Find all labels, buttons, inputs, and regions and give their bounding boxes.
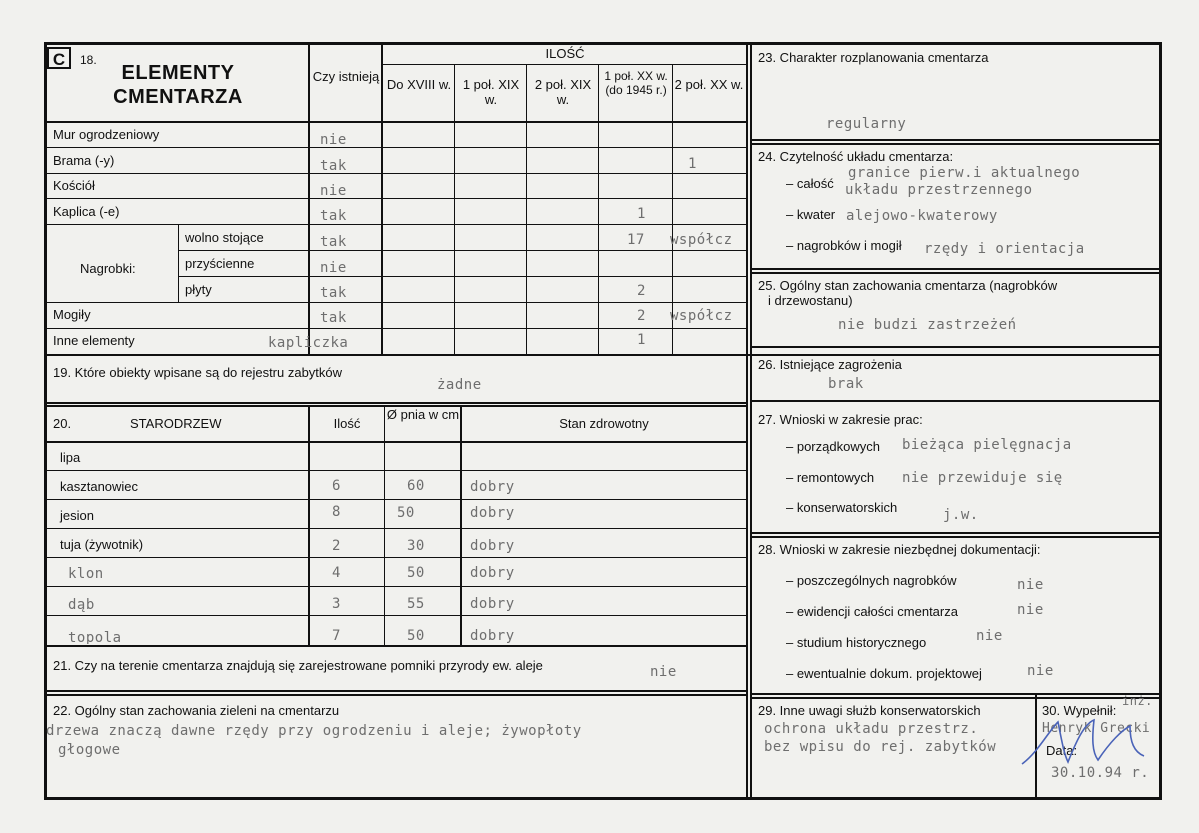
field-25-label-1: 25. Ogólny stan zachowania cmentarza (nagrobków bbox=[758, 278, 1058, 293]
value-brama-czy: tak bbox=[320, 158, 347, 174]
field-28-nagrobkow: – poszczególnych nagrobków bbox=[786, 573, 957, 588]
grid-line bbox=[526, 64, 527, 354]
field-21-label: 21. Czy na terenie cmentarza znajdują się zarejestrowane pomniki przyrody ew. aleje bbox=[53, 658, 543, 673]
value-kaplica-1polxx: 1 bbox=[637, 206, 646, 222]
tree-row-stan: dobry bbox=[470, 538, 515, 554]
tree-row-pien: 30 bbox=[407, 538, 425, 554]
field-30-name: Henryk Grecki bbox=[1042, 721, 1151, 736]
tree-row-pien: 50 bbox=[407, 565, 425, 581]
grid-line bbox=[750, 44, 752, 800]
field-27-label: 27. Wnioski w zakresie prac: bbox=[758, 412, 923, 427]
grid-line bbox=[381, 44, 383, 354]
grid-line bbox=[750, 532, 1160, 534]
grid-line bbox=[46, 302, 746, 303]
field-28-studium-value: nie bbox=[976, 628, 1003, 644]
grid-line bbox=[46, 224, 746, 225]
field-26-label: 26. Istniejące zagrożenia bbox=[758, 357, 902, 372]
field-30-title: inż. bbox=[1122, 694, 1153, 708]
value-plyty-czy: tak bbox=[320, 285, 347, 301]
field-27-konserwatorskich-value: j.w. bbox=[943, 507, 979, 523]
grid-line bbox=[46, 402, 746, 404]
tree-row-ilosc: 2 bbox=[332, 538, 341, 554]
row-label-kosciol: Kościół bbox=[53, 178, 95, 193]
grid-line bbox=[750, 346, 1160, 348]
grid-line bbox=[750, 697, 1160, 699]
col-2pol-xx: 2 poł. XX w. bbox=[674, 77, 744, 92]
grid-line bbox=[46, 441, 746, 443]
grid-line bbox=[46, 615, 746, 616]
row-label-przyscienne: przyścienne bbox=[185, 256, 255, 271]
field-29-label: 29. Inne uwagi służb konserwatorskich bbox=[758, 703, 981, 718]
grid-line bbox=[750, 272, 1160, 274]
section-title-1: ELEMENTY bbox=[121, 62, 235, 84]
row-label-wolno: wolno stojące bbox=[185, 230, 264, 245]
value-mogily-2polxx: współcz bbox=[670, 308, 733, 324]
field-24-calosc-value-2: układu przestrzennego bbox=[845, 182, 1033, 198]
grid-line bbox=[381, 64, 746, 65]
tree-row-name: kasztanowiec bbox=[60, 479, 139, 494]
col-20-ilosc: Ilość bbox=[333, 416, 361, 431]
field-27-porzadkowych: – porządkowych bbox=[786, 439, 880, 454]
grid-line bbox=[46, 645, 746, 647]
value-plyty-1polxx: 2 bbox=[637, 283, 646, 299]
field-30-label: 30. Wypełnił: bbox=[1042, 703, 1117, 718]
row-label-mogily: Mogiły bbox=[53, 307, 91, 322]
field-24-kwater-value: alejowo-kwaterowy bbox=[846, 208, 998, 224]
field-24-nagrobkow: – nagrobków i mogił bbox=[786, 238, 902, 253]
tree-row-pien: 60 bbox=[407, 478, 425, 494]
value-wolno-2polxx: współcz bbox=[670, 232, 733, 248]
grid-line bbox=[46, 586, 746, 587]
field-27-porzadkowych-value: bieżąca pielęgnacja bbox=[902, 437, 1072, 453]
section-letter: C bbox=[47, 47, 71, 69]
grid-line bbox=[308, 44, 310, 354]
grid-line bbox=[46, 499, 746, 500]
col-czy-istnieja: Czy istnieją bbox=[312, 69, 380, 84]
field-22-value-line1: drzewa znaczą dawne rzędy przy ogrodzeniu i aleje; żywopłoty bbox=[46, 723, 582, 739]
grid-line bbox=[46, 198, 746, 199]
field-28-nagrobkow-value: nie bbox=[1017, 577, 1044, 593]
field-24-kwater: – kwater bbox=[786, 207, 836, 222]
signature-scribble bbox=[1018, 712, 1158, 772]
tree-row-ilosc: 7 bbox=[332, 628, 341, 644]
tree-row-pien: 50 bbox=[407, 628, 425, 644]
grid-line bbox=[178, 276, 746, 277]
field-22-label: 22. Ogólny stan zachowania zieleni na cmentarzu bbox=[53, 703, 340, 718]
col-20-stan: Stan zdrowotny bbox=[559, 416, 649, 431]
grid-line bbox=[46, 121, 746, 123]
value-mur-czy: nie bbox=[320, 132, 347, 148]
col-xviii: Do XVIII w. bbox=[386, 77, 452, 92]
tree-row-pien: 55 bbox=[407, 596, 425, 612]
field-28-studium: – studium historycznego bbox=[786, 635, 927, 650]
grid-line bbox=[454, 64, 455, 354]
grid-line bbox=[746, 44, 748, 800]
grid-line bbox=[178, 250, 746, 251]
field-24-calosc-value-1: granice pierw.i aktualnego bbox=[848, 165, 1081, 181]
col-1pol-xx: 1 poł. XX w. (do 1945 r.) bbox=[604, 69, 668, 97]
field-30-date-label: Data: bbox=[1046, 743, 1078, 758]
tree-row-ilosc: 8 bbox=[332, 504, 341, 520]
grid-line bbox=[46, 354, 1160, 356]
tree-row-ilosc: 4 bbox=[332, 565, 341, 581]
grid-line bbox=[750, 400, 1160, 402]
row-label-brama: Brama (-y) bbox=[53, 153, 115, 168]
field-26-value: brak bbox=[828, 376, 864, 392]
field-30-date-value: 30.10.94 r. bbox=[1051, 765, 1150, 781]
tree-row-name: klon bbox=[68, 566, 104, 582]
tree-row-pien: 50 bbox=[397, 505, 415, 521]
col-2pol-xix: 2 poł. XIX w. bbox=[534, 77, 592, 107]
value-wolno-1polxx: 17 bbox=[627, 232, 645, 248]
field-29-value-1: ochrona układu przestrz. bbox=[764, 721, 979, 737]
tree-row-name: tuja (żywotnik) bbox=[60, 537, 144, 552]
tree-row-stan: dobry bbox=[470, 479, 515, 495]
tree-row-stan: dobry bbox=[470, 628, 515, 644]
grid-line bbox=[750, 693, 1160, 695]
grid-line bbox=[46, 328, 746, 329]
tree-row-name: jesion bbox=[60, 508, 94, 523]
section-number: 18. bbox=[80, 53, 97, 67]
grid-line bbox=[178, 224, 179, 302]
tree-row-ilosc: 6 bbox=[332, 478, 341, 494]
grid-line bbox=[750, 536, 1160, 538]
row-label-inne: Inne elementy bbox=[53, 333, 135, 348]
grid-line bbox=[46, 173, 746, 174]
grid-line bbox=[750, 143, 1160, 145]
value-inne-czy: kapliczka bbox=[268, 335, 349, 351]
field-21-value: nie bbox=[650, 664, 677, 680]
value-kosciol-czy: nie bbox=[320, 183, 347, 199]
grid-line bbox=[46, 147, 746, 148]
grid-line bbox=[46, 528, 746, 529]
grid-line bbox=[750, 139, 1160, 141]
field-28-label: 28. Wnioski w zakresie niezbędnej dokumentacji: bbox=[758, 542, 1041, 557]
tree-row-stan: dobry bbox=[470, 565, 515, 581]
field-27-konserwatorskich: – konserwatorskich bbox=[786, 500, 898, 515]
tree-row-stan: dobry bbox=[470, 596, 515, 612]
tree-row-ilosc: 3 bbox=[332, 596, 341, 612]
field-23-value: regularny bbox=[826, 116, 907, 132]
field-19-value: żadne bbox=[437, 377, 482, 393]
field-19-label: 19. Które obiekty wpisane są do rejestru zabytków bbox=[53, 365, 343, 380]
field-28-ewidencji: – ewidencji całości cmentarza bbox=[786, 604, 958, 619]
field-28-projektowej-value: nie bbox=[1027, 663, 1054, 679]
tree-row-name: topola bbox=[68, 630, 122, 644]
field-25-label-2: i drzewostanu) bbox=[768, 293, 853, 308]
value-mogily-1polxx: 2 bbox=[637, 308, 646, 324]
field-23-label: 23. Charakter rozplanowania cmentarza bbox=[758, 50, 989, 65]
field-24-calosc: – całość bbox=[786, 176, 834, 191]
grid-line bbox=[46, 690, 746, 692]
field-29-value-2: bez wpisu do rej. zabytków bbox=[764, 739, 997, 755]
grid-line bbox=[46, 557, 746, 558]
row-label-kaplica: Kaplica (-e) bbox=[53, 204, 120, 219]
col-20-pnia: Ø pnia w cm bbox=[386, 407, 460, 422]
grid-line bbox=[46, 694, 746, 696]
col-1pol-xix: 1 poł. XIX w. bbox=[462, 77, 520, 107]
field-27-remontowych-value: nie przewiduje się bbox=[902, 470, 1063, 486]
col-ilosc: ILOŚĆ bbox=[545, 46, 585, 61]
value-inne-1polxx: 1 bbox=[637, 332, 646, 348]
field-24-nagrobkow-value: rzędy i orientacja bbox=[924, 241, 1085, 257]
tree-row-lipa: lipa bbox=[60, 450, 81, 465]
section-20-number: 20. bbox=[53, 416, 72, 431]
row-label-mur: Mur ogrodzeniowy bbox=[53, 127, 160, 142]
tree-row-name: dąb bbox=[68, 597, 95, 613]
field-25-value: nie budzi zastrzeżeń bbox=[838, 317, 1017, 333]
grid-line bbox=[750, 268, 1160, 270]
value-mogily-czy: tak bbox=[320, 310, 347, 326]
row-label-nagrobki: Nagrobki: bbox=[80, 261, 136, 276]
field-28-ewidencji-value: nie bbox=[1017, 602, 1044, 618]
row-label-plyty: płyty bbox=[185, 282, 212, 297]
section-20-title: STARODRZEW bbox=[130, 416, 222, 431]
grid-line bbox=[46, 470, 746, 471]
field-27-remontowych: – remontowych bbox=[786, 470, 875, 485]
grid-line bbox=[598, 64, 599, 354]
value-kaplica-czy: tak bbox=[320, 208, 347, 224]
field-24-label: 24. Czytelność układu cmentarza: bbox=[758, 149, 954, 164]
section-title-2: CMENTARZA bbox=[113, 86, 243, 108]
field-22-value-line2: głogowe bbox=[58, 742, 121, 758]
field-28-projektowej: – ewentualnie dokum. projektowej bbox=[786, 666, 982, 681]
value-brama-2polxx: 1 bbox=[688, 156, 697, 172]
tree-row-stan: dobry bbox=[470, 505, 515, 521]
value-wolno-czy: tak bbox=[320, 234, 347, 250]
value-przyscienne-czy: nie bbox=[320, 260, 347, 276]
